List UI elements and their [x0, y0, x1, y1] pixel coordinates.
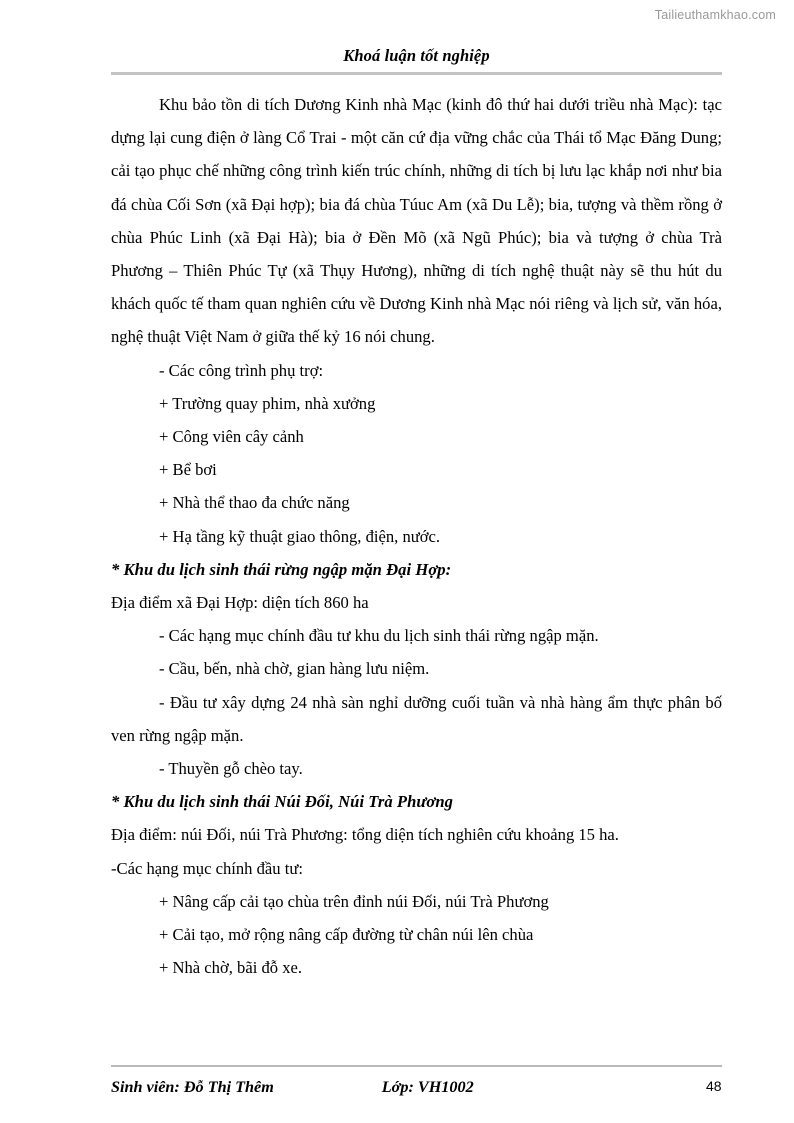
- page-number: 48: [706, 1078, 722, 1094]
- paragraph-be-boi: + Bể bơi: [159, 460, 217, 480]
- watermark-label: Tailieuthamkhao.com: [654, 8, 776, 22]
- paragraph-thuyen-go-cheo-tay: - Thuyền gỗ chèo tay.: [159, 759, 303, 779]
- paragraph-hang-muc-dai-hop: - Các hạng mục chính đầu tư khu du lịch sinh thái rừng ngập mặn.: [159, 626, 599, 646]
- paragraph-truong-quay-phim: + Trường quay phim, nhà xưởng: [159, 393, 376, 413]
- footer-divider: [111, 1065, 722, 1067]
- header-title: Khoá luận tốt nghiệp: [343, 46, 490, 65]
- paragraph-ha-tang-ky-thuat: + Hạ tầng kỹ thuật giao thông, điện, nước.: [159, 526, 441, 546]
- paragraph-cau-ben-nha-cho: - Cầu, bến, nhà chờ, gian hàng lưu niệm.: [159, 659, 430, 679]
- paragraph-cai-tao-duong: + Cải tạo, mở rộng nâng cấp đường từ chân núi lên chùa: [159, 925, 534, 945]
- running-header: [111, 46, 722, 75]
- paragraph-nha-the-thao: + Nhà thể thao đa chức năng: [159, 493, 350, 513]
- document-body: [111, 88, 722, 984]
- paragraph-intro: Khu bảo tồn di tích Dương Kinh nhà Mạc (kinh đô thứ hai dưới triều nhà Mạc): tạc dựng lại cung điện ở làng Cổ Trai - một căn cứ địa vững chắc của Thái tổ Mạc Đăng Dung; cải tạo phục chế những công trình kiến trúc chính, những di tích bị lưu lạc khắp nơi như bia đá chùa Cối Sơn (xã Đại hợp); bia đá chùa Túuc Am (xã Du Lễ); bia, tượng và thềm rồng ở chùa Phúc Linh (xã Đại Hà); bia ở Đền Mõ (xã Ngũ Phúc); bia và tượng ở chùa Trà Phương – Thiên Phúc Tự (xã Thụy Hương), những di tích nghệ thuật này sẽ thu hút du khách quốc tế tham quan nghiên cứu về Dương Kinh nhà Mạc nói riêng và lịch sử, văn hóa, nghệ thuật Việt Nam ở giữa thế kỷ 16 nói chung.: [111, 95, 722, 347]
- running-footer: [111, 1076, 722, 1098]
- footer-class-label: Lớp: VH1002: [381, 1078, 474, 1096]
- header-divider: [111, 72, 722, 75]
- paragraph-heading-nui-doi: * Khu du lịch sinh thái Núi Đối, Núi Trà Phương: [111, 792, 453, 812]
- paragraph-dau-tu-nha-san: - Đầu tư xây dựng 24 nhà sàn nghỉ dưỡng cuối tuần và nhà hàng ẩm thực phân bố ven rừng ngập mặn.: [111, 692, 722, 745]
- paragraph-nha-cho-bai-do-xe: + Nhà chờ, bãi đỗ xe.: [159, 958, 303, 978]
- footer-student-name: Sinh viên: Đỗ Thị Thêm: [111, 1078, 274, 1096]
- paragraph-dia-diem-dai-hop: Địa điểm xã Đại Hợp: diện tích 860 ha: [111, 593, 369, 613]
- paragraph-cong-trinh-phu-tro: - Các công trình phụ trợ:: [159, 360, 324, 380]
- paragraph-heading-dai-hop: * Khu du lịch sinh thái rừng ngập mặn Đại Hợp:: [111, 559, 452, 579]
- paragraph-nang-cap-chua: + Nâng cấp cải tạo chùa trên đỉnh núi Đối, núi Trà Phương: [159, 891, 549, 911]
- paragraph-cong-vien-cay-canh: + Công viên cây cảnh: [159, 427, 304, 447]
- paragraph-hang-muc-nui-doi: -Các hạng mục chính đầu tư:: [111, 858, 303, 878]
- paragraph-dia-diem-nui-doi: Địa điểm: núi Đối, núi Trà Phương: tổng diện tích nghiên cứu khoảng 15 ha.: [111, 825, 619, 845]
